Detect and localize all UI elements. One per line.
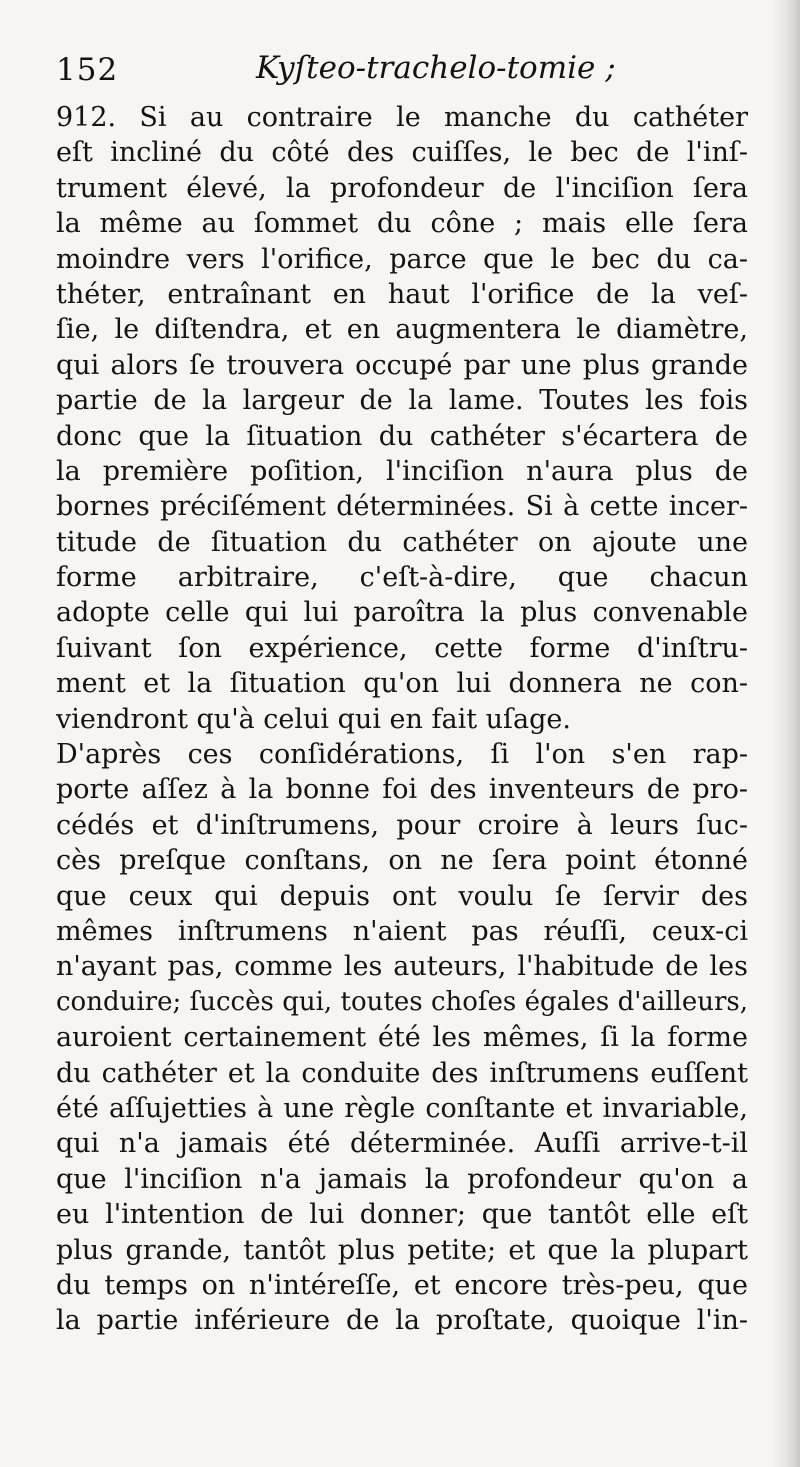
text-line: été aſſujetties à une règle conſtante et invariable,: [56, 1092, 748, 1124]
page-gutter-shadow: [772, 0, 800, 1467]
text-line: viendront qu'à celui qui en fait uſage.: [56, 703, 571, 735]
page-header: [56, 44, 740, 100]
text-line: ſuivant ſon expérience, cette forme d'inſtru-: [56, 632, 748, 664]
text-line: moindre vers l'orifice, parce que le bec du ca-: [56, 243, 748, 275]
text-line: eu l'intention de lui donner; que tantôt elle eſt: [56, 1199, 748, 1231]
text-line: que ceux qui depuis ont voulu ſe ſervir des: [56, 880, 748, 912]
text-line: bornes préciſément déterminées. Si à cette incer-: [56, 491, 748, 523]
page-number: 152: [56, 52, 119, 88]
text-line: ſie, le diſtendra, et en augmentera le diamètre,: [56, 314, 748, 346]
running-head: Kyſteo-trachelo-tomie ;: [256, 50, 616, 86]
text-line: partie de la largeur de la lame. Toutes les fois: [56, 385, 748, 417]
text-line: que l'inciſion n'a jamais la profondeur qu'on a: [56, 1163, 748, 1195]
text-line: donc que la ſituation du cathéter s'écartera de: [56, 420, 748, 452]
text-line: forme arbitraire, c'eſt-à-dire, que chacun: [56, 562, 748, 594]
text-line: théter, entraînant en haut l'orifice de la veſ-: [56, 278, 748, 310]
text-line: titude de ſituation du cathéter on ajoute une: [56, 526, 748, 558]
text-line: 912. Si au contraire le manche du cathéter: [56, 102, 748, 133]
text-line: mêmes inſtrumens n'aient pas réuſſi, ceux-ci: [56, 915, 748, 947]
text-line: la partie inférieure de la proſtate, quoique l'in-: [56, 1305, 748, 1337]
text-line: auroient certainement été les mêmes, ſi la forme: [56, 1022, 748, 1054]
text-line: cès preſque conſtans, on ne ſera point étonné: [56, 845, 748, 877]
text-line: D'après ces conſidérations, ſi l'on s'en rap-: [56, 739, 748, 771]
text-line: cédés et d'inſtrumens, pour croire à leurs ſuc-: [56, 809, 748, 841]
text-line: du temps on n'intéreſſe, et encore très-peu, que: [56, 1269, 748, 1301]
body-text: [56, 100, 748, 1339]
text-line: eſt incliné du côté des cuiſſes, le bec de l'inſ-: [56, 137, 748, 169]
text-line: adopte celle qui lui paroîtra la plus convenable: [56, 597, 748, 629]
text-line: qui n'a jamais été déterminée. Auſſi arrive-t-il: [56, 1128, 748, 1160]
text-line: porte aſſez à la bonne foi des inventeurs de pro-: [56, 774, 748, 806]
text-line: trument élevé, la profondeur de l'inciſion ſera: [56, 172, 748, 204]
text-line: n'ayant pas, comme les auteurs, l'habitude de les: [56, 951, 748, 983]
text-line: la même au ſommet du cône ; mais elle ſera: [56, 208, 748, 240]
text-line: la première poſition, l'inciſion n'aura plus de: [56, 455, 748, 487]
text-line: plus grande, tantôt plus petite; et que la plupart: [56, 1234, 748, 1266]
text-line: qui alors ſe trouvera occupé par une plus grande: [56, 349, 748, 381]
text-line: ment et la ſituation qu'on lui donnera ne con-: [56, 668, 748, 700]
text-line: conduire; ſuccès qui, toutes choſes égales d'ailleurs,: [56, 986, 748, 1017]
text-line: du cathéter et la conduite des inſtrumens euſſent: [56, 1057, 748, 1089]
